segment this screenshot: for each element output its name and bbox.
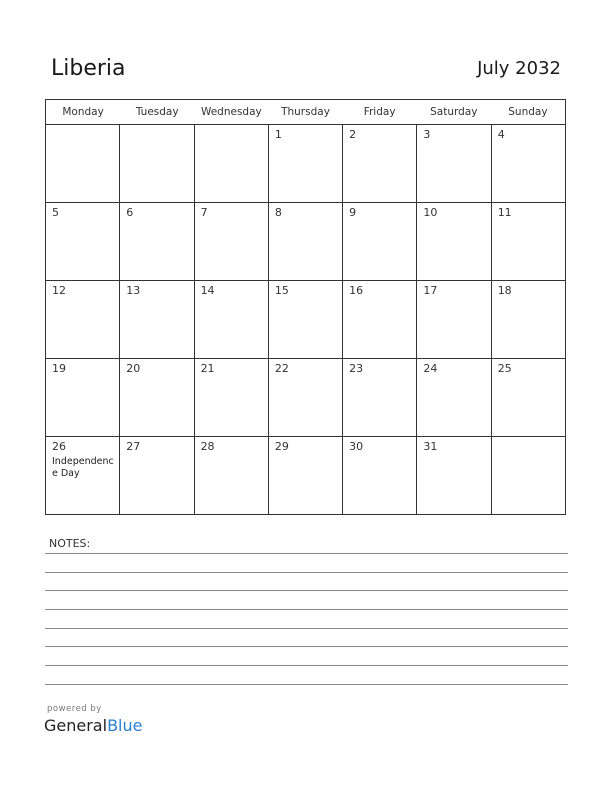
day-cell: [46, 125, 120, 202]
day-number: 29: [274, 440, 289, 453]
day-cell: [417, 359, 491, 436]
day-number: 21: [200, 362, 215, 375]
weekday-label: Thursday: [281, 106, 330, 118]
day-number: 5: [52, 206, 59, 219]
day-cell: [46, 281, 120, 358]
day-cell: [269, 125, 343, 202]
day-cell: [492, 203, 565, 280]
brand-name-blue: Blue: [107, 716, 143, 735]
day-cell: [417, 125, 491, 202]
day-number: 24: [423, 362, 438, 375]
day-cell: [343, 437, 417, 514]
day-cell: [120, 437, 194, 514]
day-number: 17: [423, 284, 438, 297]
week-row: [46, 359, 565, 437]
month-title: July 2032: [477, 58, 561, 79]
day-number: 27: [126, 440, 141, 453]
day-cell: [46, 437, 120, 514]
note-line: [45, 553, 568, 554]
day-cell: [343, 125, 417, 202]
day-cell: [195, 125, 269, 202]
note-line: [45, 590, 568, 591]
day-cell: [343, 359, 417, 436]
day-cell: [417, 203, 491, 280]
day-number: 3: [423, 128, 431, 141]
day-cell: [269, 437, 343, 514]
day-cell: [46, 203, 120, 280]
day-number: 4: [497, 128, 505, 141]
country-title: Liberia: [51, 56, 126, 81]
note-line: [45, 646, 568, 647]
day-number: 1: [274, 128, 282, 141]
note-line: [45, 572, 568, 573]
day-cell: [195, 203, 269, 280]
day-number: 16: [349, 284, 364, 297]
day-cell: [46, 359, 120, 436]
week-row: [46, 437, 565, 514]
calendar-grid: [45, 99, 566, 515]
weekday-label: Sunday: [508, 106, 548, 118]
day-cell: [195, 281, 269, 358]
powered-by-text: powered by: [47, 704, 102, 714]
weekday-label: Wednesday: [200, 106, 262, 118]
day-cell: [195, 359, 269, 436]
week-row: [46, 281, 565, 359]
weekday-header: [46, 100, 565, 125]
note-line: [45, 609, 568, 610]
day-number: 7: [200, 206, 208, 219]
note-line: [45, 628, 568, 629]
day-cell: [343, 281, 417, 358]
day-cell: [120, 281, 194, 358]
day-number: 22: [274, 362, 289, 375]
day-number: 14: [200, 284, 215, 297]
day-number: 2: [349, 128, 357, 141]
day-number: 31: [423, 440, 438, 453]
day-cell: [343, 203, 417, 280]
day-number: 8: [274, 206, 282, 219]
day-number: 13: [126, 284, 141, 297]
day-number: 15: [274, 284, 289, 297]
day-cell: [492, 125, 565, 202]
weekday-label: Saturday: [430, 106, 478, 118]
day-number: 18: [497, 284, 512, 297]
note-line: [45, 684, 568, 685]
day-number: 10: [423, 206, 438, 219]
day-cell: [120, 203, 194, 280]
day-number: 30: [349, 440, 364, 453]
weekday-label: Tuesday: [135, 106, 179, 118]
week-row: [46, 125, 565, 203]
day-number: 28: [200, 440, 215, 453]
day-cell: [492, 359, 565, 436]
day-number: 20: [126, 362, 141, 375]
brand-name-general: General: [44, 716, 108, 735]
day-cell: [269, 359, 343, 436]
holiday-label: Independence Day: [52, 456, 114, 479]
day-cell: [269, 203, 343, 280]
day-cell: [120, 125, 194, 202]
day-number: 6: [126, 206, 134, 219]
note-line: [45, 665, 568, 666]
weekday-label: Monday: [62, 106, 104, 118]
day-number: 25: [497, 362, 512, 375]
day-number: 12: [52, 284, 66, 297]
day-number: 26: [52, 440, 66, 453]
day-number: 11: [497, 206, 512, 219]
day-cell: [492, 437, 565, 514]
day-cell: [195, 437, 269, 514]
day-cell: [492, 281, 565, 358]
day-cell: [417, 281, 491, 358]
day-cell: [120, 359, 194, 436]
week-row: [46, 203, 565, 281]
day-number: 23: [349, 362, 364, 375]
notes-label: NOTES:: [49, 537, 91, 550]
brand-logo: [44, 716, 142, 735]
day-number: 19: [52, 362, 66, 375]
day-cell: [269, 281, 343, 358]
day-cell: [417, 437, 491, 514]
weekday-label: Friday: [363, 106, 396, 118]
day-number: 9: [349, 206, 357, 219]
